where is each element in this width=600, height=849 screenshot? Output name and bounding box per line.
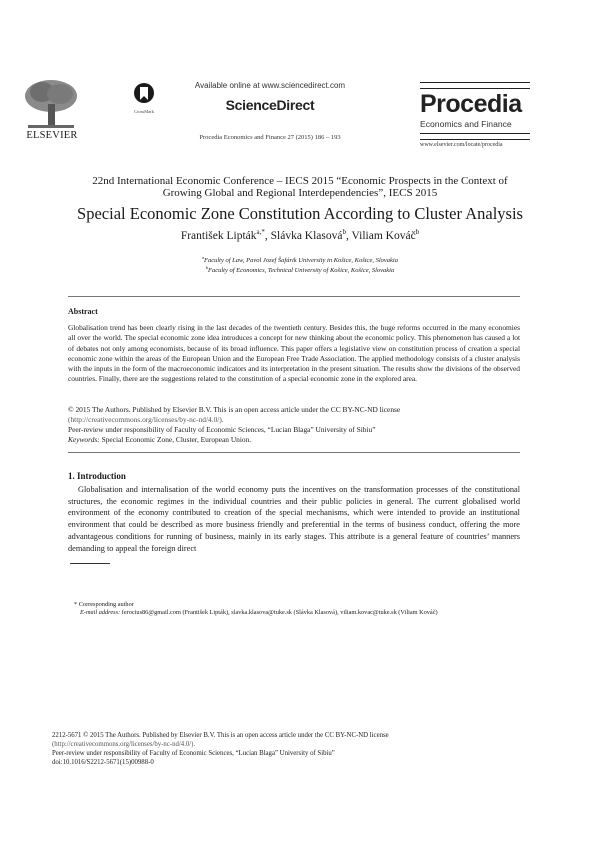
journal-url[interactable]: www.elsevier.com/locate/procedia [420,142,503,148]
divider [68,296,520,297]
footnote-separator [70,563,110,564]
journal-name: Procedia [420,90,522,118]
procedia-logo [420,82,530,148]
author-name[interactable]: František Lipták [180,229,257,242]
introduction-text: Globalisation and internalisation of the world economy puts the incentives on the transformation processes of the constitutional structures, the economic regimes in the individual countries and their public policies in general. The current globalised world environment of the economy contributed to creation of the special mechanisms, which were intended to provide an institutional environment that could be described as more business friendly and preferential in the terms of business conduct, offering the more advantageous conditions for running of business, mainly in its early stages. This attribute is a general feature of countries’ manners demanding to appeal the foreign direct [68,485,520,553]
author-list: František Lipták$^{a,*}$, Slávka Klasová$^b$, Viliam Kováč$^b$ [180,228,420,242]
author-name[interactable]: Viliam Kováč [351,229,416,242]
crossmark-badge[interactable] [126,82,162,122]
email-footnote [80,609,560,618]
introduction-heading: 1. Introduction [68,471,126,481]
conference-line-1: 22nd International Economic Conference – IECS 2015 “Economic Prospects in the Context of [92,175,508,187]
journal-reference: Procedia Economics and Finance 27 (2015) 186 – 193 [199,134,341,141]
peer-review-line: Peer-review under responsibility of Faculty of Economic Sciences, “Lucian Blaga” University of Sibiu” [52,750,335,757]
crossmark-icon [133,82,155,108]
conference-line-2: Growing Global and Regional Interdependencies”, IECS 2015 [162,186,438,199]
author-affiliation-mark: b [342,228,346,236]
divider [68,452,520,453]
affiliation: $^b$Faculty of Economics, Technical University of Košice, Košice, Slovakia [205,265,395,275]
publisher-name: ELSEVIER [26,130,78,141]
doi[interactable]: doi:10.1016/S2212-5671(15)00988-0 [52,759,154,766]
author-affiliation-mark: a,* [256,228,265,236]
license-link[interactable]: (http://creativecommons.org/licenses/by-nc-nd/4.0/). [68,415,224,424]
license-link[interactable]: (http://creativecommons.org/licenses/by-nc-nd/4.0/). [52,741,196,748]
email-addresses[interactable]: ferocius86@gmail.com (František Lipták), slavka.klasova@tuke.sk (Slávka Klasová), viliam.kovac@tuke.sk (Viliam Kováč) [121,609,438,616]
abstract-heading: Abstract [68,307,98,316]
author-affiliation-mark: b [415,228,420,236]
abstract-text: Globalisation trend has been clearly rising in the last decades of the twentieth century. Besides this, the huge reforms occurred in the many economies all over the world. The special economic zone idea introduces a concept for new thinking about the economic policy. This phenomenon has caused a lot of debates not only among economists, because of its broad influence. This paper offers a legislative view on constitution process of creation a special economic zone within the areas of the European Union and the European Free Trade Association. The applied methodology consists of a cluster analysis with the inputs in the form of the macroeconomic indicators and its interpretation in the present situation. The results show the divisions of the observed countries. Finally, there are the suggestions related to the constitution of a special economic zone in the explored area. [68,323,520,384]
keywords-line [68,435,520,445]
author-name[interactable]: Slávka Klasová [270,229,343,242]
available-online-text: Available online at www.sciencedirect.com [194,81,346,90]
issn-copyright-line: 2212-5671 © 2015 The Authors. Published by Elsevier B.V. This is an open access article under the CC BY-NC-ND license [52,732,389,739]
email-label: E-mail address: [80,609,121,616]
keywords-label: Keywords: [68,435,100,444]
corresponding-author-note: * Corresponding author [74,601,134,608]
double-rule [420,82,530,89]
paper-title: Special Economic Zone Constitution According to Cluster Analysis [77,204,523,223]
copyright-line: © 2015 The Authors. Published by Elsevier B.V. This is an open access article under the CC BY-NC-ND license [68,405,401,414]
tree-icon [22,78,80,130]
keywords-value: Special Economic Zone, Cluster, European Union. [101,435,252,444]
double-rule [420,133,530,140]
crossmark-label: CrossMark [134,109,154,114]
peer-review-line: Peer-review under responsibility of Faculty of Economic Sciences, “Lucian Blaga” University of Sibiu” [68,425,376,434]
affiliation: $^a$Faculty of Law, Pavol Jozef Šafárik University in Košice, Košice, Slovakia [202,255,398,265]
conference-name [40,176,560,199]
journal-subtitle: Economics and Finance [420,119,512,129]
sciencedirect-logo: ScienceDirect [225,97,315,113]
